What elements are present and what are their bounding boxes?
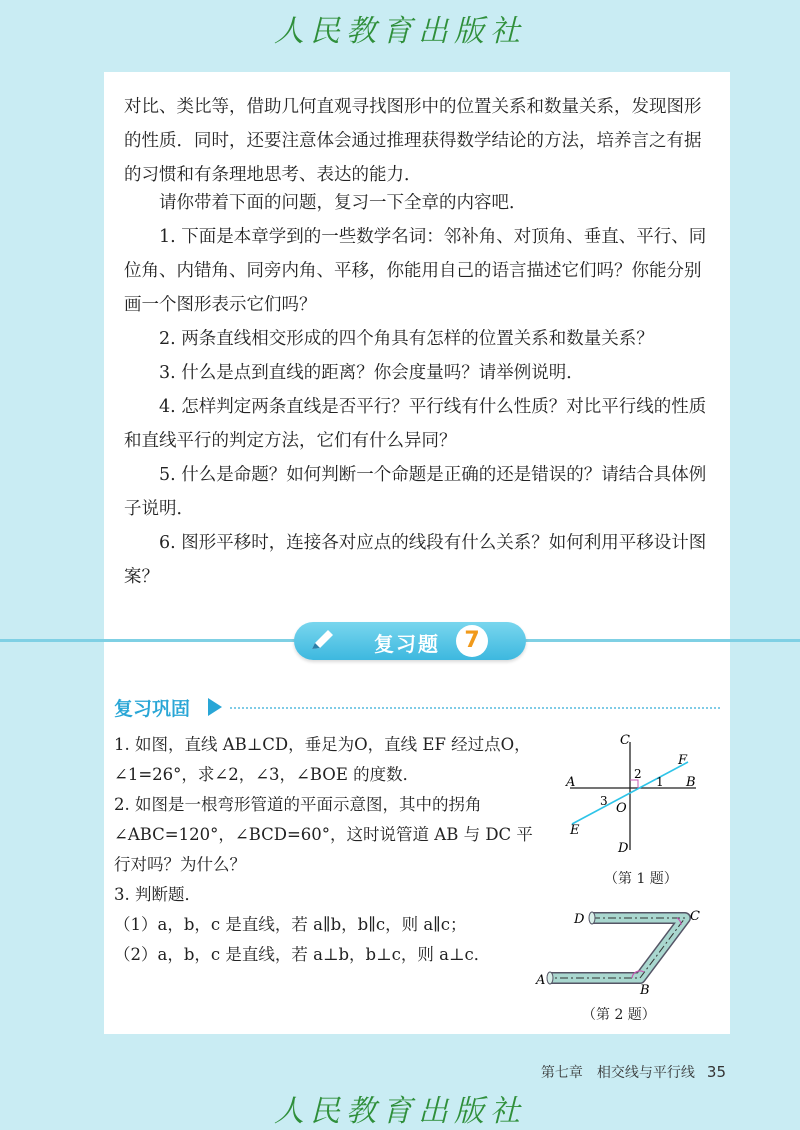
label-D: D — [618, 841, 629, 856]
label-angle-2: 2 — [634, 767, 642, 781]
banner-number: 7 — [456, 625, 488, 657]
paragraph: 6. 图形平移时，连接各对应点的线段有什么关系？如何利用平移设计图案？ — [124, 533, 707, 587]
paragraph: 请你带着下面的问题，复习一下全章的内容吧． — [124, 193, 527, 213]
figure-2-caption: （第 2 题） — [582, 1007, 656, 1023]
label-C: C — [690, 909, 700, 924]
label-C: C — [620, 733, 630, 748]
section-dotted-rule — [230, 707, 720, 709]
figure-2-pipe-diagram — [530, 898, 710, 998]
label-angle-1: 1 — [656, 775, 664, 789]
label-O: O — [616, 801, 627, 816]
exercise-3-item-2: （2）a，b，c 是直线，若 a⊥b，b⊥c，则 a⊥c． — [114, 945, 491, 964]
paragraph: 4. 怎样判定两条直线是否平行？平行线有什么性质？对比平行线的性质和直线平行的判定方法，它们有什么异同？ — [124, 397, 707, 451]
review-banner — [294, 622, 526, 660]
section-heading: 复习巩固 — [114, 698, 191, 720]
chapter-title: 第七章 相交线与平行线 — [540, 1065, 695, 1081]
paragraph: 1. 下面是本章学到的一些数学名词：邻补角、对顶角、垂直、平行、同位角、内错角、同旁内角、平移，你能用自己的语言描述它们吗？你能分别画一个图形表示它们吗？ — [124, 227, 707, 315]
exercise-3: 3. 判断题． — [114, 885, 201, 904]
label-angle-3: 3 — [600, 794, 608, 808]
banner-title: 复习题 — [374, 632, 440, 656]
page — [104, 72, 730, 1034]
paragraph: 2. 两条直线相交形成的四个角具有怎样的位置关系和数量关系？ — [124, 329, 654, 349]
label-A: A — [536, 973, 546, 988]
figure-1-diagram — [560, 732, 710, 862]
label-B: B — [686, 775, 696, 790]
paragraph: 对比、类比等，借助几何直观寻找图形中的位置关系和数量关系，发现图形的性质．同时，还要注意体会通过推理获得数学结论的方法，培养言之有据的习惯和有条理地思考、表达的能力． — [124, 97, 702, 185]
exercise-3-item-1: （1）a，b，c 是直线，若 a∥b，b∥c，则 a∥c； — [114, 915, 467, 934]
label-A: A — [566, 775, 576, 790]
paragraph: 5. 什么是命题？如何判断一个命题是正确的还是错误的？请结合具体例子说明． — [124, 465, 707, 519]
label-D: D — [574, 912, 585, 927]
pencil-icon — [308, 627, 336, 655]
page-number: 35 — [706, 1063, 726, 1081]
exercise-2: 2. 如图是一根弯形管道的平面示意图，其中的拐角∠ABC=120°，∠BCD=60°，这时说管道 AB 与 DC 平行对吗？为什么？ — [114, 795, 533, 874]
figure-1-caption: （第 1 题） — [604, 871, 678, 887]
label-F: F — [678, 753, 688, 768]
label-B: B — [640, 983, 650, 998]
paragraph: 3. 什么是点到直线的距离？你会度量吗？请举例说明． — [124, 363, 584, 383]
triangle-arrow-icon — [208, 698, 222, 716]
publisher-logo-bottom: 人民教育出版社 — [274, 1094, 526, 1129]
publisher-logo-top: 人民教育出版社 — [274, 14, 526, 49]
page-footer — [0, 1062, 726, 1082]
exercise-1: 1. 如图，直线 AB⊥CD，垂足为O，直线 EF 经过点O，∠1=26°，求∠2，∠3，∠BOE 的度数． — [114, 735, 531, 784]
label-E: E — [570, 823, 580, 838]
